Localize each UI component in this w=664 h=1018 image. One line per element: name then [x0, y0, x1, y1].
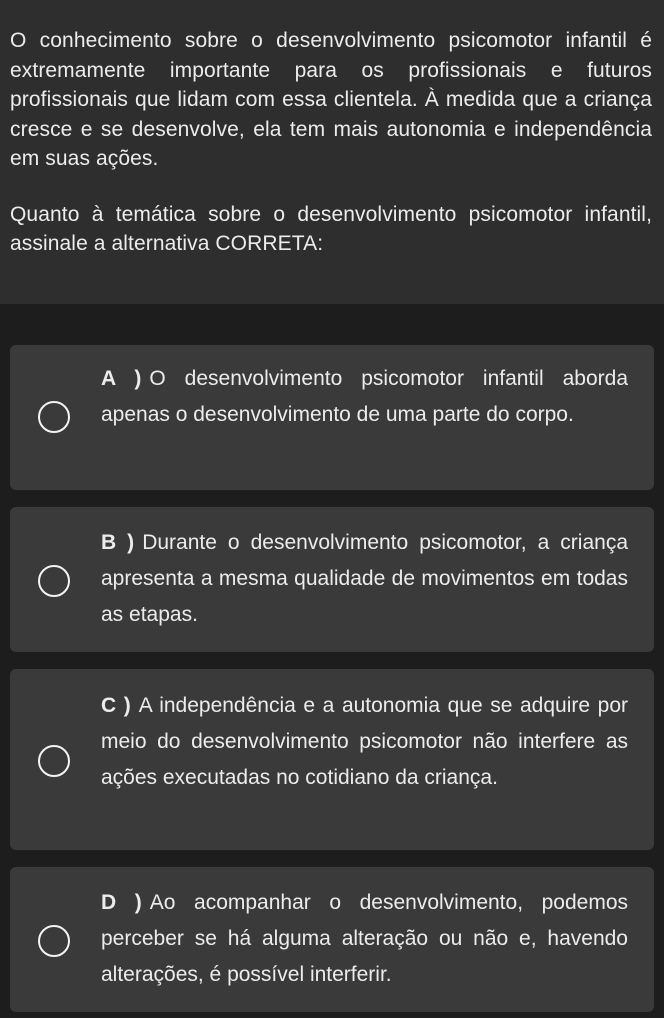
answer-options [0, 304, 664, 1018]
option-letter: B ) [101, 531, 135, 554]
question-prompt-text: Quanto à temática sobre o desenvolvimento psicomotor infantil, assinale a alternativa CORRETA: [10, 202, 652, 255]
option-text: A independência e a autonomia que se adquire por meio do desenvolvimento psicomotor não interfere as ações executadas no cotidiano da criança. [101, 694, 628, 789]
option-text: Ao acompanhar o desenvolvimento, podemos perceber se há alguma alteração ou não e, havendo alterações, é possível interferir. [101, 891, 628, 986]
radio-icon[interactable] [38, 745, 70, 777]
option-b[interactable] [10, 507, 654, 652]
option-text: Durante o desenvolvimento psicomotor, a criança apresenta a mesma qualidade de movimentos em todas as etapas. [101, 531, 628, 626]
radio-icon[interactable] [38, 401, 70, 433]
option-letter: A ) [101, 367, 142, 390]
radio-icon[interactable] [38, 565, 70, 597]
option-text: O desenvolvimento psicomotor infantil aborda apenas o desenvolvimento de uma parte do corpo. [101, 367, 628, 426]
question-context-text: O conhecimento sobre o desenvolvimento psicomotor infantil é extremamente importante para os profissionais e futuros profissionais que lidam com essa clientela. À medida que a criança cresce e se desenvolve, ela tem mais autonomia e independência em suas ações. [10, 29, 652, 170]
option-letter: C ) [101, 694, 131, 717]
option-c[interactable] [10, 669, 654, 850]
option-letter: D ) [101, 891, 142, 914]
radio-icon[interactable] [38, 925, 70, 957]
question-panel [0, 0, 664, 304]
option-a[interactable] [10, 345, 654, 490]
option-d[interactable] [10, 867, 654, 1012]
